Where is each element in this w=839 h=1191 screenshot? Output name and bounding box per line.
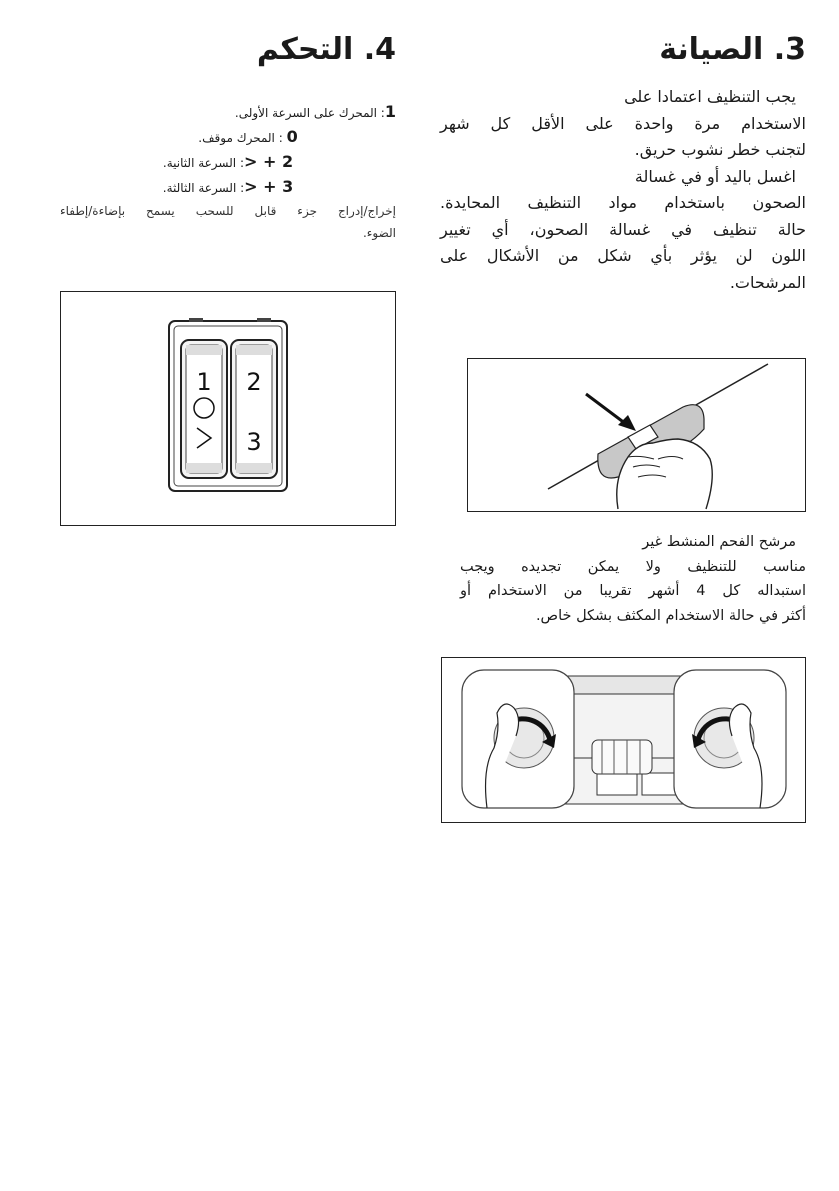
control-key: > + 2 — [243, 152, 294, 171]
maintenance-title: 3. الصيانة — [659, 32, 806, 67]
key-3-label: 3 — [246, 428, 262, 456]
control-desc: : المحرك موقف. — [198, 131, 287, 145]
text-line: أكثر في حالة الاستخدام المكثف بشكل خاص. — [535, 607, 806, 624]
control-list — [60, 100, 396, 200]
text-line: يجب التنظيف اعتمادا على — [624, 87, 796, 106]
control-item — [60, 175, 396, 200]
control-item — [60, 125, 396, 150]
hand-pressing-latch-icon — [468, 359, 804, 510]
key-2-label: 2 — [246, 368, 262, 396]
text-line: إخراج/إدراج جزء قابل للسحب يسمح بإضاءة/إطفاء — [60, 204, 396, 218]
charcoal-section — [460, 530, 806, 628]
control-item — [60, 100, 396, 125]
control-panel-illustration — [60, 291, 396, 526]
switch-panel-icon — [61, 292, 394, 524]
text-line: مناسب للتنظيف ولا يمكن تجديده ويجب — [460, 558, 806, 575]
text-line: الصحون باستخدام مواد التنظيف المحايدة. — [440, 193, 806, 212]
filter-removal-illustration — [467, 358, 806, 512]
control-key: 0 — [286, 127, 298, 146]
control-section — [60, 30, 396, 244]
filter-rotation-icon — [442, 658, 804, 821]
charcoal-paragraph — [460, 530, 806, 628]
control-desc: : السرعة الثالثة. — [162, 181, 245, 195]
text-line: المرشحات. — [729, 272, 806, 292]
maintenance-section — [440, 30, 806, 296]
control-title: 4. التحكم — [256, 32, 396, 67]
text-line: الاستخدام مرة واحدة على الأقل كل شهر — [440, 113, 806, 133]
text-line: لتجنب خطر نشوب حريق. — [634, 140, 806, 159]
text-line: مرشح الفحم المنشط غير — [642, 534, 796, 550]
text-line: استبداله كل 4 أشهر تقريبا من الاستخدام أو — [460, 583, 806, 599]
control-note — [60, 200, 396, 244]
text-line: اغسل باليد أو في غسالة — [634, 166, 796, 186]
text-line: الضوء. — [362, 226, 396, 240]
text-line: اللون لن يؤثر بأي شكل من الأشكال على — [440, 246, 806, 265]
control-key: 1 — [384, 102, 396, 121]
washing-paragraph — [440, 164, 806, 297]
text-line: حالة تنظيف في غسالة الصحون، أي تغيير — [440, 219, 806, 239]
key-1-label: 1 — [196, 368, 212, 396]
charcoal-filter-illustration — [441, 657, 806, 823]
control-desc: : السرعة الثانية. — [162, 156, 244, 170]
cleaning-paragraph — [440, 84, 806, 164]
control-key: > + 3 — [244, 177, 294, 196]
control-desc: : المحرك على السرعة الأولى. — [234, 106, 385, 120]
control-item — [60, 150, 396, 175]
